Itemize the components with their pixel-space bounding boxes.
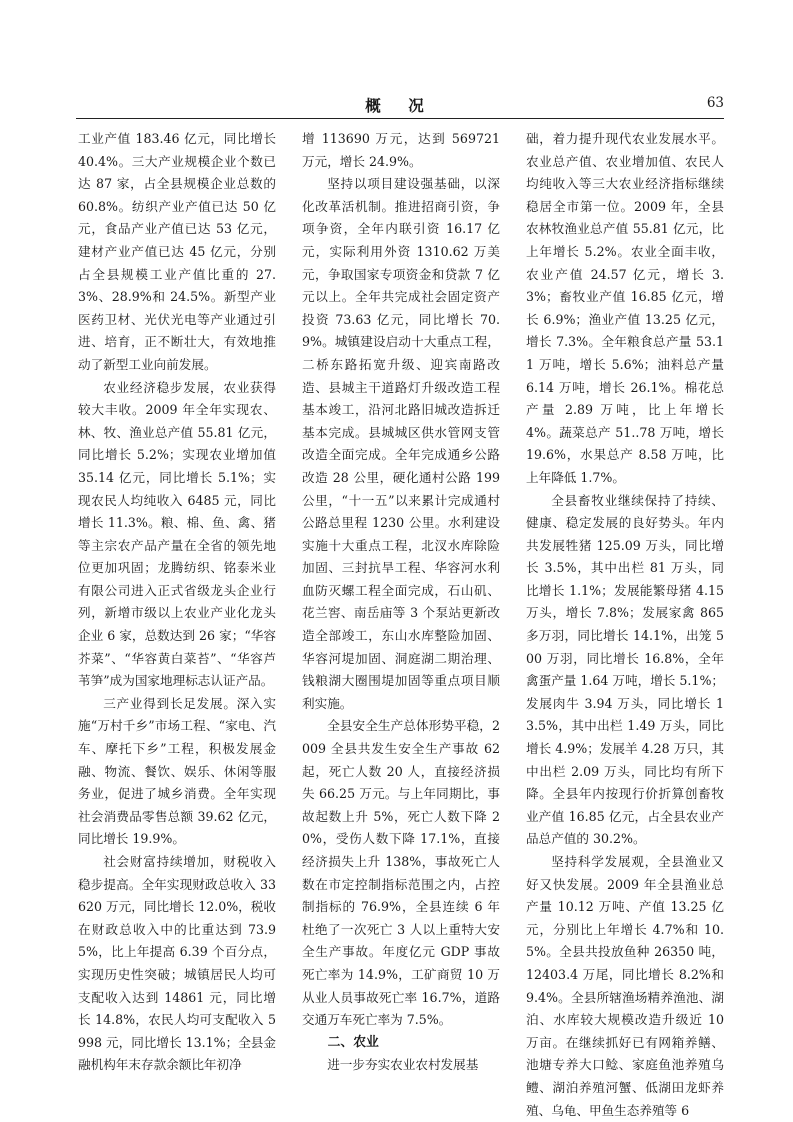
header-title: 概 况 <box>365 97 435 115</box>
text-column-2 <box>302 128 500 1073</box>
text-column-3 <box>526 128 724 1118</box>
paragraph: 三产业得到长足发展。深入实施“万村千乡”市场工程、“家电、汽车、摩托下乡”工程，积极发展金融、物流、餐饮、娱乐、休闲等服务业，促进了城乡消费。全年实现社会消费品零售总额 39.62 亿元，同比增长 19.9%。 <box>78 695 276 847</box>
paragraph: 全县安全生产总体形势平稳，2009 全县共发生安全生产事故 62 起，死亡人数 20 人，直接经济损失 66.25 万元。与上年同期比，事故起数上升 5%，死亡人数下降 20%，受伤人数下降 17.1%，直接经济损失上升 138%，事故死亡人数在市定控制指标范围之内，占控制指标的 76.9%，全县连续 6 年杜绝了一次死亡 3 人以上重特大安全生产事故。年度亿元 GDP 事故死亡率为 14.9%，工矿商贸 10 万从业人员事故死亡率 16.7%，道路交通万车死亡率为 7.5%。 <box>302 718 500 1028</box>
paragraph: 础，着力提升现代农业发展水平。农业总产值、农业增加值、农民人均纯收入等三大农业经济指标继续稳居全市第一位。2009 年，全县农林牧渔业总产值 55.81 亿元，比上年增长 5.2%。农业全面丰收，农业产值 24.57 亿元，增长 3.3%；畜牧业产值 16.85 亿元，增长 6.9%；渔业产值 13.25 亿元，增长 7.3%。全年粮食总产量 53.11 万吨，增长 5.6%；油料总产量 6.14 万吨，增长 26.1%。棉花总产量 2.89 万吨，比上年增长 4%。蔬菜总产 51..78 万吨，增长 19.6%，水果总产 8.58 万吨，比上年降低 1.7%。 <box>526 131 724 485</box>
header-rule <box>76 118 724 119</box>
text-column-1 <box>78 128 276 1073</box>
paragraph: 全县畜牧业继续保持了持续、健康、稳定发展的良好势头。年内共发展牲猪 125.09 万头，同比增长 3.5%，其中出栏 81 万头，同比增长 1.1%；发展能繁母猪 4.15 万头，增长 7.8%；发展家禽 865 多万羽，同比增长 14.1%，出笼 500 万羽，同比增长 16.8%，全年禽蛋产量 1.64 万吨，增长 5.1%；发展肉牛 3.94 万头，同比增长 13.5%，其中出栏 1.49 万头，同比增长 4.9%；发展羊 4.28 万只，其中出栏 2.09 万头，同比均有所下降。全县年内按现行价折算创畜牧业产值 16.85 亿元，占全县农业产品总产值的 30.2%。 <box>526 492 724 847</box>
paragraph: 进一步夯实农业农村发展基 <box>327 1057 479 1073</box>
paragraph: 坚持以项目建设强基础，以深化改革活机制。推进招商引资，争项争资，全年内联引资 16.17 亿元，实际利用外资 1310.62 万美元，争取国家专项资金和贷款 7 亿元以上。全年共完成社会固定资产投资 73.63 亿元，同比增长 70.9%。城镇建设启动十大重点工程，二桥东路拓宽升级、迎宾南路改造、县城主干道路灯升级改造工程基本竣工，沿河北路旧城改造拆迁基本完成。县城城区供水管网支管改造全面完成。全年完成通乡公路改造 28 公里，硬化通村公路 199 公里，“十一五”以来累计完成通村公路总里程 1230 公里。水利建设实施十大重点工程，北汊水库除险加固、三封抗旱工程、华容河水利血防灭螺工程全面完成，石山矶、花兰窖、南岳庙等 3 个泵站更新改造全部竣工，东山水库整险加固、华容河堤加固、洞庭湖二期治理、钱粮湖大圈围堤加固等重点项目顺利实施。 <box>302 176 500 711</box>
paragraph: 工业产值 183.46 亿元，同比增长 40.4%。三大产业规模企业个数已达 87 家，占全县规模企业总数的 60.8%。纺织产业产值已达 50 亿元，食品产业产值已达 53 亿元，建材产业产值已达 45 亿元，分别占全县规模工业产值比重的 27.3%、28.9%和 24.5%。新型产业医药卫材、光伏光电等产业通过引进、培育，正不断壮大，有效地推动了新型工业向前发展。 <box>78 131 276 372</box>
section-heading: 二、农业 <box>327 1034 379 1050</box>
paragraph: 农业经济稳步发展，农业获得较大丰收。2009 年全年实现农、林、牧、渔业总产值 55.81 亿元，同比增长 5.2%；实现农业增加值 35.14 亿元，同比增长 5.1%；实现农民人均纯收入 6485 元，同比增长 11.3%。粮、棉、鱼、禽、猪等主宗农产品产量在全省的领先地位更加巩固；龙腾纺织、铭泰米业有限公司进入正式省级龙头企业行列，新增市级以上农业产业化龙头企业 6 家，总数达到 26 家；“华容芥菜”、“华容黄白菜苔”、“华容芦苇笋”成为国家地理标志认证产品。 <box>78 379 276 689</box>
page-number: 63 <box>706 95 724 111</box>
paragraph: 增 113690 万元，达到 569721 万元，增长 24.9%。 <box>302 131 500 169</box>
paragraph: 坚持科学发展观，全县渔业又好又快发展。2009 年全县渔业总产量 10.12 万吨、产值 13.25 亿元，分别比上年增长 4.7%和 10.5%。全县共投放鱼种 26350 吨，12403.4 万尾，同比增长 8.2%和 9.4%。全县所辖渔场精养渔池、湖泊、水库较大规模改造升级近 10 万亩。在继续抓好已有网箱养鳝、池塘专养大口鲶、家庭鱼池养殖乌鳢、湖泊养殖河蟹、低湖田龙虾养殖、乌龟、甲鱼生态养殖等 6 <box>526 854 724 1118</box>
paragraph: 社会财富持续增加，财税收入稳步提高。全年实现财政总收入 33620 万元，同比增长 12.0%，税收在财政总收入中的比重达到 73.95%，比上年提高 6.39 个百分点，实现历史性突破；城镇居民人均可支配收入达到 14861 元，同比增长 14.8%，农民人均可支配收入 5998 元，同比增长 13.1%；全县金融机构年末存款余额比年初净 <box>78 854 276 1073</box>
running-header <box>76 92 724 118</box>
